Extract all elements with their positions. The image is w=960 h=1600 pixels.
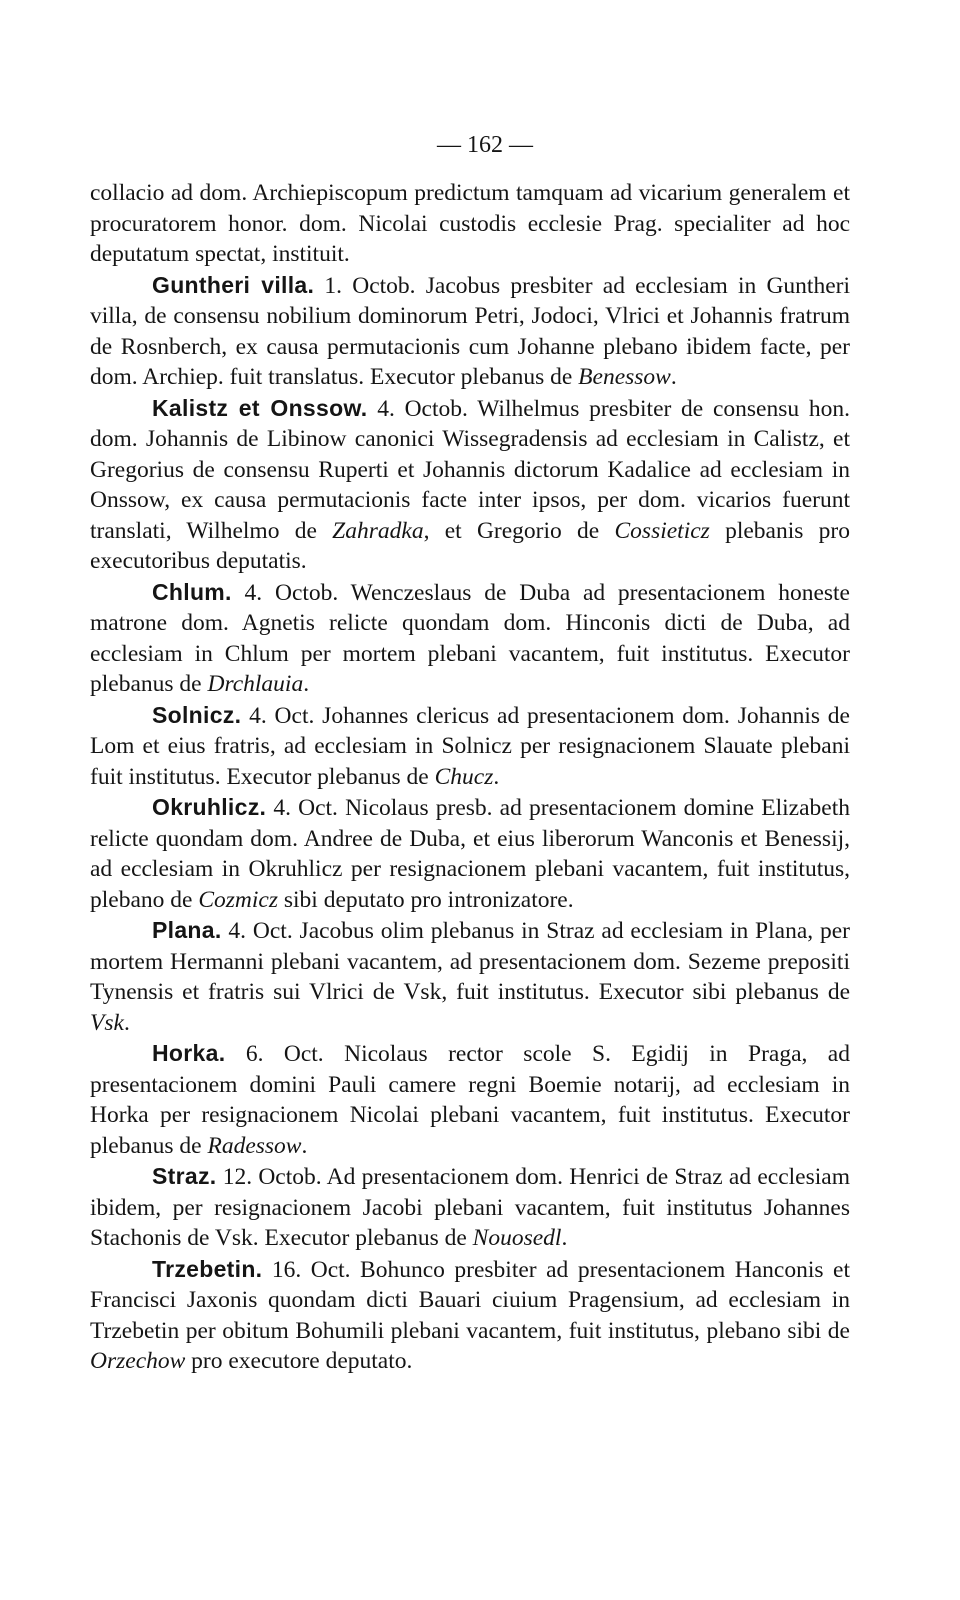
entry-text: , et Gregorio de bbox=[423, 517, 615, 544]
entry-text: 4. Oct. Jacobus olim plebanus in Straz ad ecclesiam in Plana, per mortem Hermanni plebani vacantem, ad presentacionem dom. Sezeme prepositi Tynensis et fratris sui Vlrici de Vsk, fuit institutus. Executor sibi plebanus de bbox=[90, 918, 850, 1005]
entry-heading: Horka. bbox=[152, 1040, 226, 1066]
place-name: Vsk bbox=[90, 1009, 124, 1036]
entry-text: . bbox=[670, 364, 677, 390]
place-name: Cossieticz bbox=[614, 517, 710, 544]
entry-text: . bbox=[561, 1225, 568, 1251]
place-name: Cozmicz bbox=[198, 886, 278, 913]
entry-heading: Guntheri villa. bbox=[152, 271, 315, 298]
entry-paragraph bbox=[90, 700, 850, 793]
entry-heading: Okruhlicz. bbox=[152, 794, 267, 820]
entry-paragraph bbox=[90, 792, 850, 915]
entry-text: 4. Oct. Nicolaus presb. ad presentacionem domine Elizabeth relicte quondam dom. Andree de Duba, et eius liberorum Wanconis et Benessij, ad ecclesiam in Okruhlicz per resignacionem plebani vacantem, fuit institutus, plebano de bbox=[90, 795, 850, 913]
body-text bbox=[90, 178, 850, 1377]
place-name: Zahradka bbox=[332, 517, 424, 544]
entry-text: . bbox=[303, 671, 310, 697]
entry-text: plebanis pro executoribus deputatis. bbox=[90, 517, 850, 574]
entry-text: pro executore deputato. bbox=[185, 1348, 413, 1374]
entry-text: collacio ad dom. Archiepiscopum predictum tamquam ad vicarium generalem et procuratorem honor. dom. Nicolai custodis ecclesie Prag. specialiter ad hoc deputatum spectat, instituit. bbox=[90, 180, 850, 267]
entry-text: 6. Oct. Nicolaus rector scole S. Egidij in Praga, ad presentacionem domini Pauli camere regni Boemie notarij, ad ecclesiam in Horka per resignacionem Nicolai plebani vacantem, fuit institutus. Executor plebanus de bbox=[90, 1041, 850, 1159]
entry-heading: Trzebetin. bbox=[152, 1255, 263, 1282]
place-name: Orzechow bbox=[90, 1348, 186, 1374]
entry-paragraph bbox=[90, 577, 850, 700]
entry-paragraph bbox=[90, 1038, 850, 1161]
entry-paragraph bbox=[90, 1254, 850, 1377]
entry-heading: Kalistz et Onssow. bbox=[152, 394, 368, 421]
place-name: Nouosedl bbox=[472, 1225, 562, 1251]
entry-paragraph bbox=[90, 1161, 850, 1254]
entry-paragraph bbox=[90, 393, 850, 577]
entry-text: 12. Octob. Ad presentacionem dom. Henrici de Straz ad ecclesiam ibidem, per resignacionem Jacobi plebani vacantem, fuit institutus Johannes Stachonis de Vsk. Executor plebanus de bbox=[90, 1164, 850, 1251]
entry-heading: Chlum. bbox=[152, 578, 232, 605]
place-name: Chucz bbox=[434, 763, 494, 790]
place-name: Benessow bbox=[578, 364, 671, 390]
entry-text: 4. Oct. Johannes clericus ad presentacionem dom. Johannis de Lom et eius fratris, ad ecclesiam in Solnicz per resignacionem Slauate plebani fuit institutus. Executor plebanus de bbox=[90, 702, 850, 790]
entry-heading: Straz. bbox=[152, 1163, 217, 1189]
entry-text: . bbox=[493, 763, 500, 790]
entry-heading: Solnicz. bbox=[152, 701, 242, 728]
entry-text: 16. Oct. Bohunco presbiter ad presentacionem Hanconis et Francisci Jaxonis quondam dicti Bauari ciuium Pragensium, ad ecclesiam in Trzebetin per obitum Bohumili plebani vacantem, fuit institutus, plebano sibi de bbox=[90, 1256, 850, 1344]
entry-text: . bbox=[123, 1009, 130, 1036]
place-name: Radessow bbox=[207, 1132, 302, 1159]
entry-text: 1. Octob. Jacobus presbiter ad ecclesiam in Guntheri villa, de consensu nobilium dominorum Petri, Jodoci, Vlrici et Johannis fratrum de Rosnberch, ex causa permutacionis cum Johanne plebano ibidem facte, per dom. Archiep. fuit translatus. Executor plebanus de bbox=[90, 272, 850, 390]
entry-text: 4. Octob. Wenczeslaus de Duba ad presentacionem honeste matrone dom. Agnetis relicte quondam dom. Hinconis dicti de Duba, ad ecclesiam in Chlum per mortem plebani vacantem, fuit institutus. Executor plebanus de bbox=[90, 579, 850, 697]
entry-paragraph bbox=[90, 915, 850, 1038]
entry-text: . bbox=[301, 1132, 308, 1159]
entry-text: 4. Octob. Wilhelmus presbiter de consensu hon. dom. Johannis de Libinow canonici Wissegradensis ad ecclesiam in Calistz, et Gregorius de consensu Ruperti et Johannis dictorum Kadalice ad ecclesiam in Onssow, ex causa permutacionis facte inter ipsos, per dom. vicarios fuerunt translati, Wilhelmo de bbox=[90, 395, 850, 544]
entry-paragraph bbox=[90, 270, 850, 393]
entry-heading: Plana. bbox=[152, 917, 222, 943]
entry-text: sibi deputato pro intronizatore. bbox=[277, 886, 574, 913]
entry-paragraph bbox=[90, 178, 850, 270]
page-number: — 162 — bbox=[437, 132, 533, 158]
place-name: Drchlauia bbox=[207, 671, 304, 697]
